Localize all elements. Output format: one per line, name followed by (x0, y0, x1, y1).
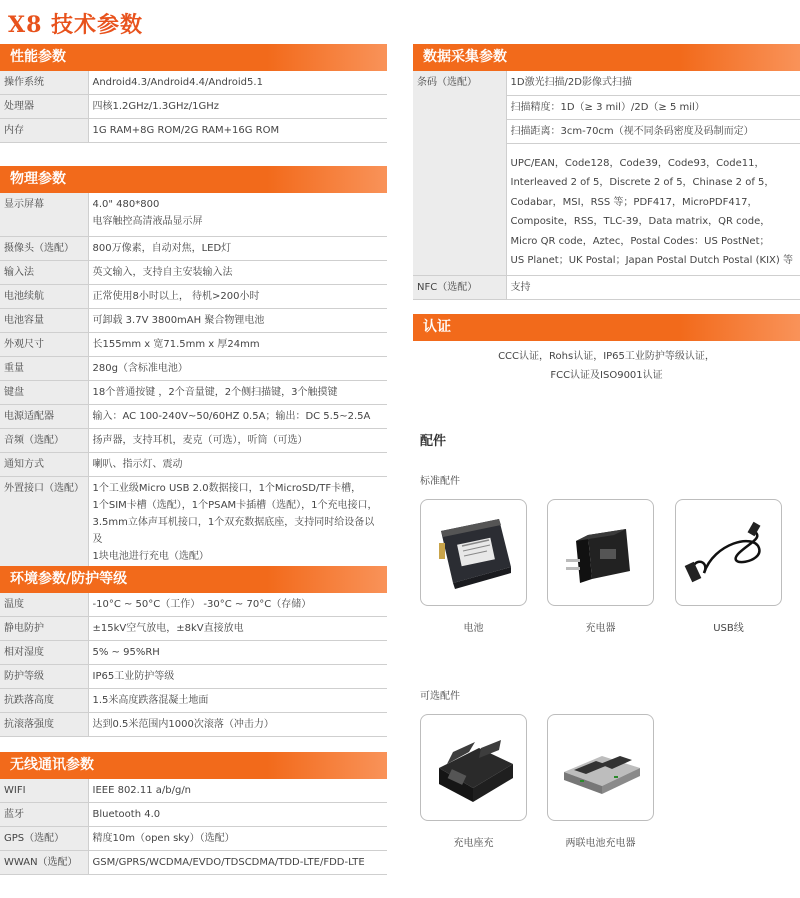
spec-row (0, 617, 387, 641)
spec-row (0, 95, 387, 119)
spec-value (88, 380, 387, 404)
wireless-section (0, 752, 387, 875)
spec-value-line: 1块电池进行充电（选配） (92, 550, 209, 562)
spec-value-line: 输入：AC 100-240V~50/60HZ 0.5A；输出：DC 5.5~2.5A (92, 410, 371, 422)
environment-table (0, 593, 387, 737)
spec-value (88, 284, 387, 308)
physical-heading: 物理参数 (0, 166, 387, 193)
wireless-table (0, 779, 387, 875)
spec-value-line: 1个工业级Micro USB 2.0数据接口，1个MicroSD/TF卡槽， (92, 482, 362, 494)
spec-row (0, 689, 387, 713)
spec-key: 键盘 (0, 380, 88, 404)
spec-value-line: Android4.3/Android4.4/Android5.1 (92, 77, 263, 88)
spec-row (0, 356, 387, 380)
spec-value (88, 617, 387, 641)
spec-key: 温度 (0, 593, 88, 617)
barcode-distance: 扫描距离：3cm-70cm（视不同条码密度及码制而定） (506, 119, 800, 143)
spec-key: GPS（选配） (0, 827, 88, 851)
spec-key: 相对湿度 (0, 641, 88, 665)
spec-row (0, 332, 387, 356)
spec-key: 摄像头（选配） (0, 236, 88, 260)
spec-key: 抗跌落高度 (0, 689, 88, 713)
spec-row (0, 803, 387, 827)
spec-row (0, 380, 387, 404)
spec-value-line: 800万像素，自动对焦，LED灯 (92, 242, 232, 254)
spec-value-line: 正常使用8小时以上， 待机>200小时 (92, 290, 260, 302)
spec-value (88, 71, 387, 95)
charger-icon (556, 513, 646, 593)
spec-value-line: 扬声器，支持耳机，麦克（可选），听筒（可选） (92, 434, 308, 446)
usb-cable-label: USB线 (713, 623, 744, 634)
spec-row (0, 827, 387, 851)
spec-value-line: 长155mm x 宽71.5mm x 厚24mm (92, 338, 260, 350)
standard-accessories-label: 标准配件 (420, 476, 460, 487)
charger-label: 充电器 (585, 623, 616, 634)
spec-value (88, 689, 387, 713)
spec-value (88, 665, 387, 689)
spec-key: WIFI (0, 779, 88, 803)
spec-row (0, 428, 387, 452)
spec-key: 操作系统 (0, 71, 88, 95)
spec-key: 抗滚落强度 (0, 713, 88, 737)
spec-row (0, 404, 387, 428)
spec-value-line: GSM/GPRS/WCDMA/EVDO/TDSCDMA/TDD-LTE/FDD-LTE (92, 857, 365, 868)
spec-value (88, 641, 387, 665)
environment-heading: 环境参数/防护等级 (0, 566, 387, 593)
spec-key: 电源适配器 (0, 404, 88, 428)
spec-row (0, 452, 387, 476)
spec-value (88, 308, 387, 332)
spec-row (0, 665, 387, 689)
dual-battery-charger-card (547, 714, 654, 821)
spec-key: 外置接口（选配） (0, 476, 88, 568)
spec-row (0, 713, 387, 737)
spec-key: 静电防护 (0, 617, 88, 641)
spec-row (0, 476, 387, 568)
spec-value (88, 95, 387, 119)
nfc-value: 支持 (506, 275, 800, 299)
spec-value-line: 四核1.2GHz/1.3GHz/1GHz (92, 101, 219, 112)
certification-text (413, 341, 800, 385)
spec-row (0, 119, 387, 143)
spec-value (88, 803, 387, 827)
usb-cable-icon (684, 513, 774, 593)
spec-value-line: -10°C ~ 50°C（工作） -30°C ~ 70°C（存储） (92, 599, 312, 610)
spec-value (88, 713, 387, 737)
spec-value (88, 193, 387, 236)
performance-table (0, 71, 387, 143)
spec-key: 通知方式 (0, 452, 88, 476)
optional-accessories-label: 可选配件 (420, 691, 460, 702)
spec-key: 重量 (0, 356, 88, 380)
symbology-line: Interleaved 2 of 5，Discrete 2 of 5，Chinase 2 of 5， (510, 177, 775, 188)
spec-value (88, 119, 387, 143)
spec-value (88, 236, 387, 260)
data-capture-section (413, 44, 800, 300)
spec-value (88, 428, 387, 452)
page-title: X8 技术参数 (8, 12, 144, 38)
spec-row (0, 593, 387, 617)
spec-row (0, 260, 387, 284)
spec-value (88, 332, 387, 356)
spec-value-line: 5% ~ 95%RH (92, 647, 160, 658)
spec-row (0, 193, 387, 236)
spec-key: 处理器 (0, 95, 88, 119)
charging-cradle-card (420, 714, 527, 821)
certification-heading: 认证 (413, 314, 800, 341)
spec-key: 电池容量 (0, 308, 88, 332)
spec-value-line: 精度10m（open sky）（选配） (92, 833, 235, 844)
spec-value-line: 1.5米高度跌落混凝土地面 (92, 695, 209, 706)
spec-row (0, 284, 387, 308)
wireless-heading: 无线通讯参数 (0, 752, 387, 779)
spec-value-line: IEEE 802.11 a/b/g/n (92, 785, 192, 796)
certification-line: FCC认证及ISO9001认证 (550, 370, 663, 381)
spec-value-line: 3.5mm立体声耳机接口，1个双充数据底座，支持同时给设备以及 (92, 516, 375, 545)
battery-label: 电池 (463, 623, 484, 634)
spec-value-line: Bluetooth 4.0 (92, 809, 161, 820)
data-capture-heading: 数据采集参数 (413, 44, 800, 71)
spec-value (88, 827, 387, 851)
spec-value (88, 404, 387, 428)
spec-key: 内存 (0, 119, 88, 143)
barcode-scan-type: 1D激光扫描/2D影像式扫描 (506, 71, 800, 95)
spec-value-line: 4.0" 480*800 (92, 199, 160, 210)
physical-table (0, 193, 387, 569)
spec-value-line: ±15kV空气放电，±8kV直接放电 (92, 623, 244, 634)
environment-section (0, 566, 387, 737)
dual-battery-charger-label: 两联电池充电器 (565, 838, 636, 849)
spec-value-line: 可卸载 3.7V 3800mAH 聚合物锂电池 (92, 314, 265, 326)
certification-section (413, 314, 800, 385)
charger-card (547, 499, 654, 606)
symbology-line: UPC/EAN，Code128，Code39，Code93，Code11， (510, 157, 765, 169)
spec-key: 电池续航 (0, 284, 88, 308)
spec-value-line: 电容触控高清液晶显示屏 (92, 216, 203, 227)
charging-cradle-label: 充电座充 (453, 838, 494, 849)
spec-value (88, 356, 387, 380)
usb-cable-card (675, 499, 782, 606)
spec-row (0, 779, 387, 803)
spec-key: 输入法 (0, 260, 88, 284)
spec-key: 防护等级 (0, 665, 88, 689)
spec-value-line: 1个SIM卡槽（选配），1个PSAM卡插槽（选配），1个充电接口， (92, 499, 378, 511)
spec-value-line: 280g（含标准电池） (92, 362, 188, 374)
spec-value-line: 18个普通按键 ，2个音量键，2个侧扫描键，3个触摸键 (92, 386, 338, 398)
symbology-line: Composite，RSS，TLC-39，Data matrix，QR code， (510, 216, 771, 227)
spec-row (0, 71, 387, 95)
spec-value-line: 喇叭、指示灯、震动 (92, 458, 183, 470)
performance-heading: 性能参数 (0, 44, 387, 71)
spec-key: 外观尺寸 (0, 332, 88, 356)
spec-value-line: 1G RAM+8G ROM/2G RAM+16G ROM (92, 125, 280, 136)
performance-section (0, 44, 387, 143)
battery-card (420, 499, 527, 606)
spec-key: 音频（选配） (0, 428, 88, 452)
spec-value-line: IP65工业防护等级 (92, 671, 175, 682)
nfc-key: NFC（选配） (413, 275, 506, 299)
spec-key: 显示屏幕 (0, 193, 88, 236)
symbology-line: US Planet；UK Postal；Japan Postal Dutch Postal (KIX) 等 (510, 255, 793, 266)
barcode-resolution: 扫描精度：1D（≥ 3 mil）/2D（≥ 5 mil） (506, 95, 800, 119)
data-capture-table (413, 71, 800, 300)
symbology-line: Micro QR code，Aztec，Postal Codes：US PostNet； (510, 235, 770, 247)
spec-row (0, 641, 387, 665)
barcode-symbologies (506, 143, 800, 275)
spec-value (88, 260, 387, 284)
symbology-line: Codabar，MSI，RSS 等；PDF417，MicroPDF417， (510, 196, 758, 208)
spec-value-line: 英文输入，支持自主安装输入法 (92, 266, 233, 278)
spec-value (88, 476, 387, 568)
physical-section (0, 166, 387, 569)
spec-value-line: 达到0.5米范围内1000次滚落（冲击力） (92, 719, 274, 730)
spec-key: WWAN（选配） (0, 851, 88, 875)
battery-icon (429, 513, 519, 593)
spec-row (0, 851, 387, 875)
spec-row (0, 308, 387, 332)
charging-cradle-icon (429, 728, 519, 808)
spec-value (88, 452, 387, 476)
barcode-key: 条码（选配） (413, 71, 506, 275)
spec-value (88, 851, 387, 875)
spec-value (88, 593, 387, 617)
spec-row (0, 236, 387, 260)
spec-key: 蓝牙 (0, 803, 88, 827)
spec-value (88, 779, 387, 803)
dual-battery-charger-icon (556, 728, 646, 808)
accessories-title: 配件 (420, 434, 447, 449)
certification-line: CCC认证，Rohs认证，IP65工业防护等级认证， (498, 351, 715, 362)
